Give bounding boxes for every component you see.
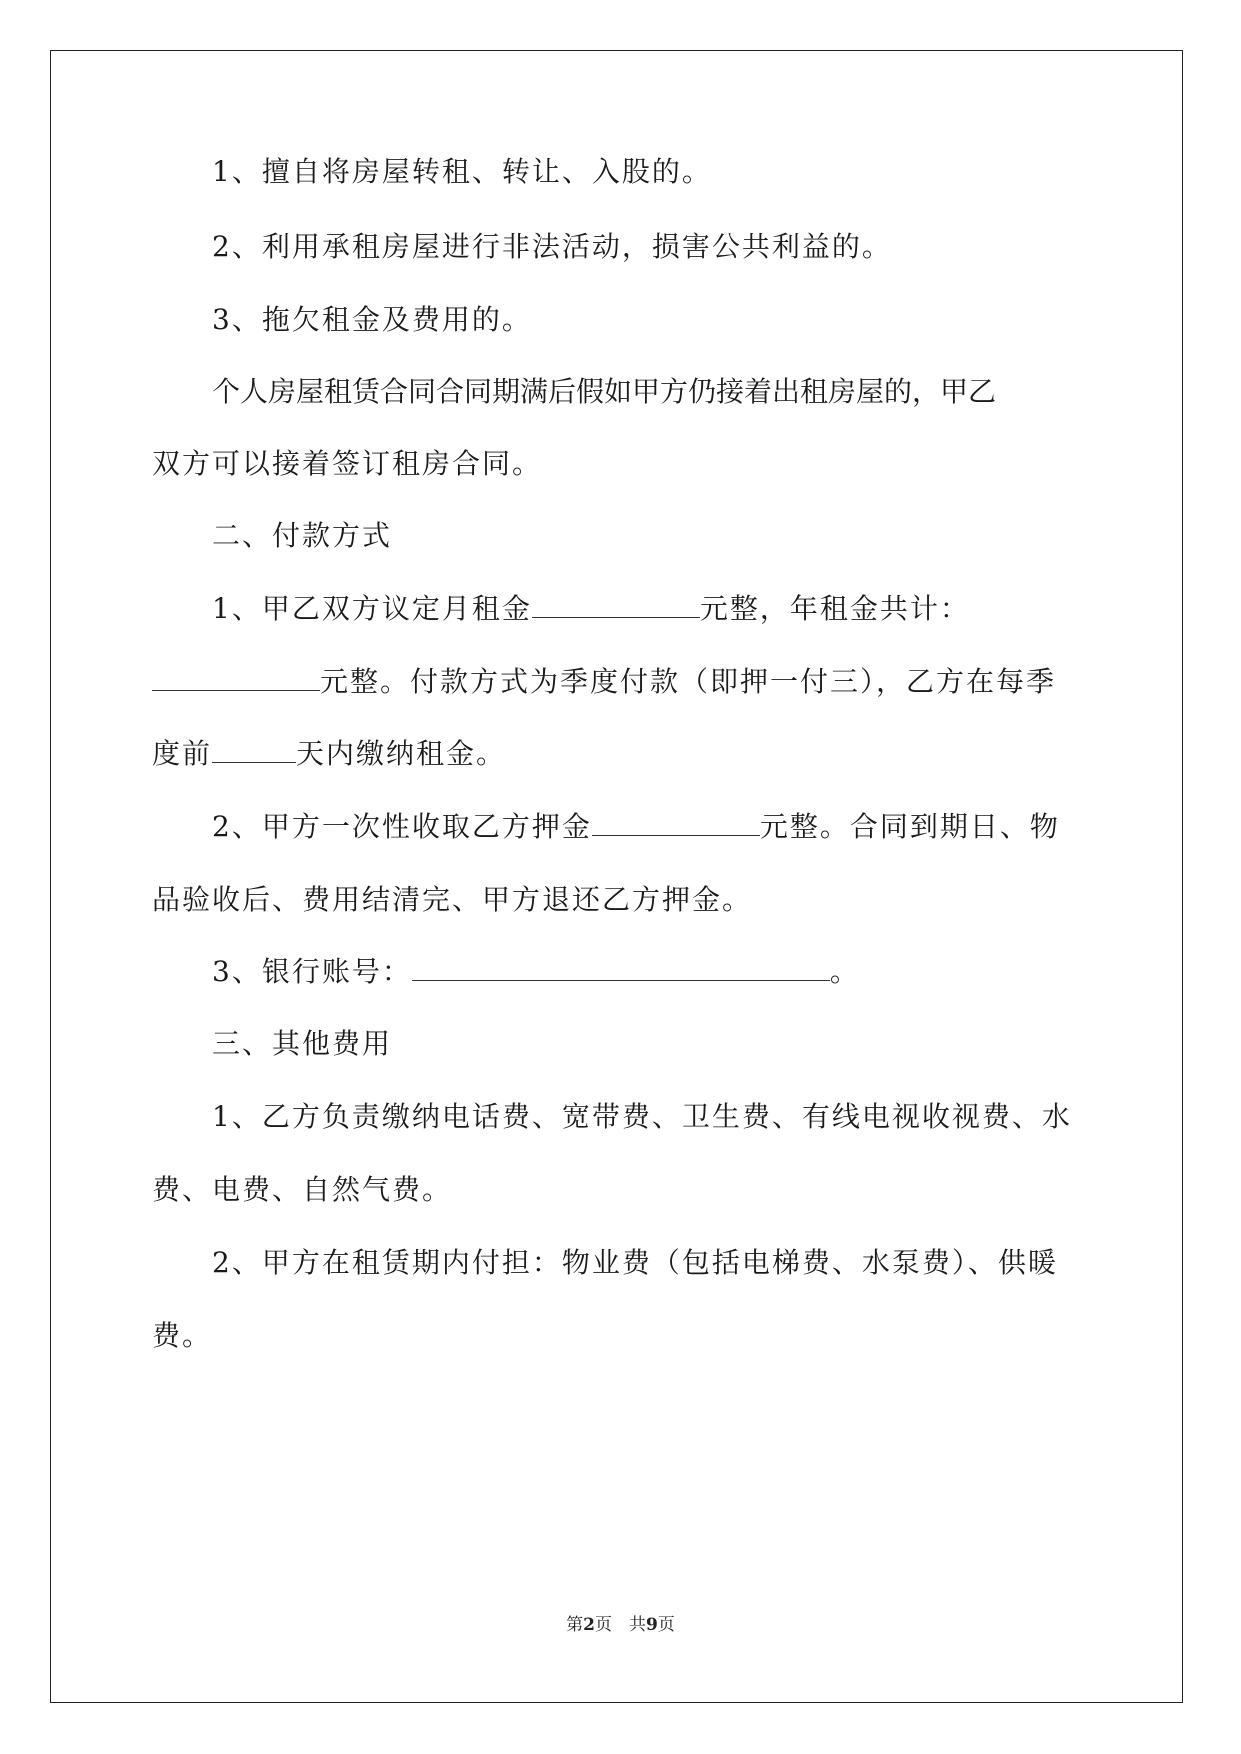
monthly-rent-blank[interactable] <box>532 595 700 618</box>
clause-3: 3、拖欠租金及费用的。 <box>212 303 532 336</box>
rent-annual-label: 元整，年租金共计： <box>699 592 970 625</box>
rent-line2 <box>152 665 1082 698</box>
footer-mid: 页 共 <box>595 1615 646 1635</box>
bank-account-blank[interactable] <box>412 958 830 981</box>
tenant-fees-line2: 费、电费、自然气费。 <box>152 1173 453 1206</box>
days-blank[interactable] <box>212 740 296 763</box>
current-page-number: 2 <box>583 1615 595 1635</box>
tenant-fees-line1: 1、乙方负责缴纳电话费、宽带费、卫生费、有线电视收视费、水 <box>212 1100 1072 1133</box>
renewal-paragraph-line2: 双方可以接着签订租房合同。 <box>152 447 543 480</box>
payment-due-label: 度前 <box>152 737 213 770</box>
footer-suffix: 页 <box>657 1615 675 1635</box>
rent-line3 <box>152 737 1082 770</box>
page-footer <box>0 1615 1241 1635</box>
footer-prefix: 第 <box>566 1615 584 1635</box>
deposit-text: 元整。合同到期日、物 <box>759 810 1060 843</box>
page-border <box>50 50 1183 1703</box>
bank-account-label: 3、银行账号： <box>212 955 412 988</box>
landlord-fees-line1: 2、甲方在租赁期内付担：物业费（包括电梯费、水泵费）、供暖 <box>212 1246 1058 1279</box>
landlord-fees-line2: 费。 <box>152 1319 213 1352</box>
renewal-paragraph-line1 <box>212 375 1082 408</box>
deposit-blank[interactable] <box>592 813 760 836</box>
payment-due-text: 天内缴纳租金。 <box>296 737 507 770</box>
clause-1: 1、擅自将房屋转租、转让、入股的。 <box>212 155 712 188</box>
bank-account-end: 。 <box>829 955 860 988</box>
deposit-line1 <box>212 810 1082 843</box>
section-other-fees-heading: 三、其他费用 <box>212 1027 393 1060</box>
rent-label: 1、甲乙双方议定月租金 <box>212 592 532 625</box>
renewal-text: 个人房屋租赁合同合同期满后假如甲方仍接着出租房屋的，甲乙 <box>212 375 997 408</box>
rent-line1 <box>212 592 1082 625</box>
total-page-number: 9 <box>646 1615 658 1635</box>
payment-method-text: 元整。付款方式为季度付款（即押一付三），乙方在每季 <box>320 665 1057 698</box>
deposit-label: 2、甲方一次性收取乙方押金 <box>212 810 592 843</box>
annual-rent-blank[interactable] <box>152 668 320 691</box>
section-payment-heading: 二、付款方式 <box>212 519 393 552</box>
deposit-line2: 品验收后、费用结清完、甲方退还乙方押金。 <box>152 883 753 916</box>
clause-2: 2、利用承租房屋进行非法活动，损害公共利益的。 <box>212 230 892 263</box>
bank-account-line <box>212 955 1082 988</box>
